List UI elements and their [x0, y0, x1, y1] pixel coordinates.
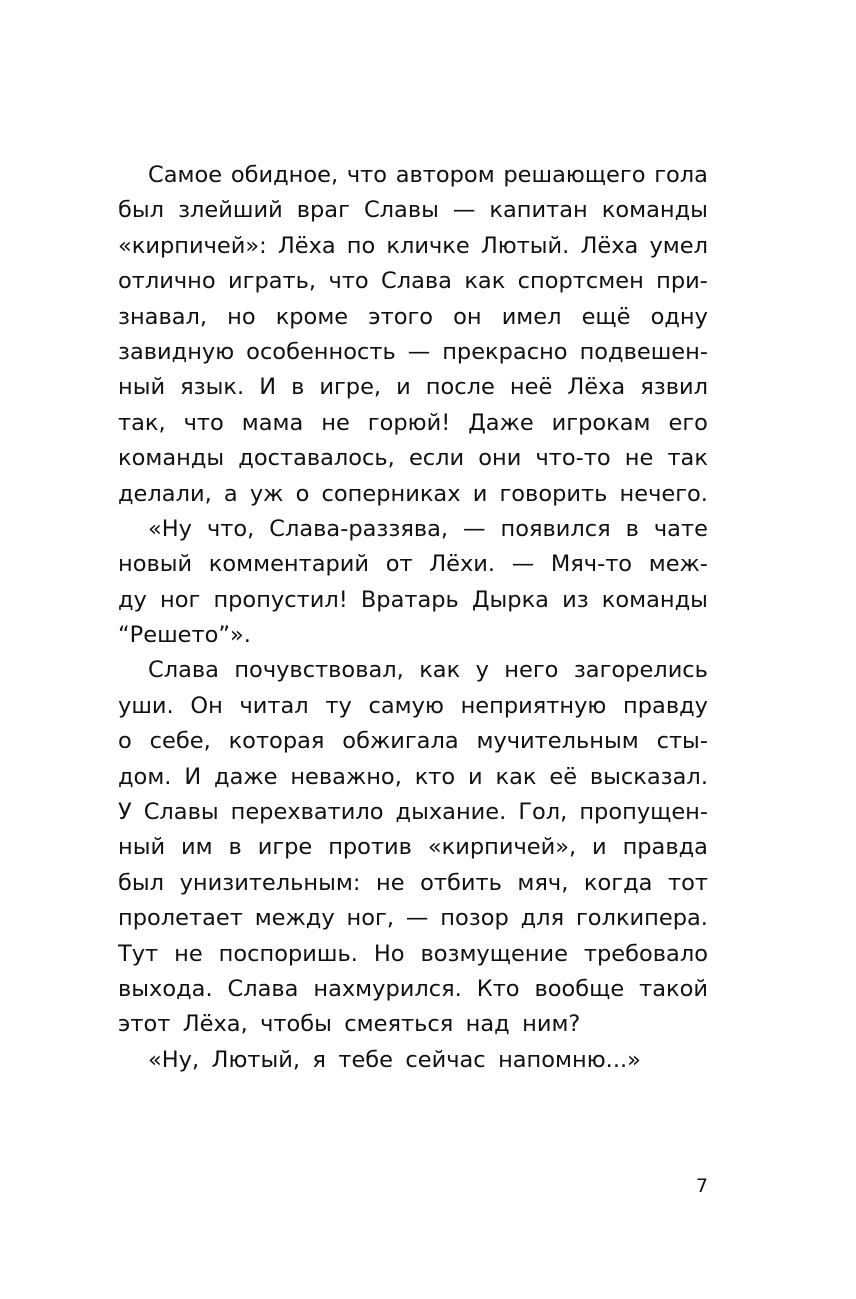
text-line [118, 1043, 708, 1078]
word: кроме [275, 303, 349, 330]
word: его [668, 409, 708, 436]
text-line [118, 901, 708, 936]
text-line [118, 972, 708, 1007]
word: для [520, 905, 565, 932]
text-line [118, 866, 708, 901]
word: сейчас [405, 1046, 486, 1073]
text-line [118, 547, 708, 582]
word: у [475, 657, 489, 684]
word: — [405, 905, 429, 932]
body-text [118, 158, 708, 1078]
word: решающего [503, 162, 646, 188]
word: Славы [363, 197, 439, 224]
word: автором [395, 162, 495, 188]
word: которая [228, 728, 325, 755]
text-line [118, 512, 708, 547]
word: Кто [476, 975, 520, 1002]
word: доставалось, [238, 445, 395, 472]
word: мучительным [476, 728, 639, 755]
word: Он [190, 692, 223, 719]
word: этот [118, 1011, 171, 1038]
word: ног [160, 586, 201, 613]
word: кличке [386, 232, 470, 259]
word: вообще [534, 975, 625, 1002]
word: отбить [420, 869, 502, 896]
word: не [174, 940, 203, 967]
word: уж [249, 480, 284, 507]
word: «Ну [148, 515, 193, 542]
word: им [181, 834, 213, 861]
word: этого [368, 303, 434, 330]
word: ду [118, 586, 147, 613]
word: как [464, 268, 506, 295]
word: Лёха, [182, 1011, 248, 1038]
text-line [118, 689, 708, 724]
word: умел [649, 232, 708, 259]
word: Вратарь [360, 586, 459, 613]
word: так [667, 445, 708, 472]
word: Гол, [518, 799, 568, 826]
word: прекрасно [442, 338, 568, 365]
word: почувствовал, [234, 657, 404, 684]
word: мама [241, 409, 304, 436]
word: против [328, 834, 412, 861]
word: дом. [118, 763, 172, 790]
word: тот [667, 869, 708, 896]
word: голкипера. [575, 905, 708, 932]
word: напомню...» [498, 1046, 641, 1073]
word: правда [622, 834, 708, 861]
word: И [259, 374, 277, 401]
page-number: 7 [695, 1175, 708, 1197]
word: так, [118, 409, 166, 436]
text-line [118, 937, 708, 972]
word: Слава [381, 268, 452, 295]
word: знавал, [118, 303, 208, 330]
word: Лютый. [480, 232, 570, 259]
word: в [228, 834, 242, 861]
word: не [375, 869, 405, 896]
word: а [223, 480, 238, 507]
word: пропущен- [579, 799, 708, 826]
word: в [625, 515, 639, 542]
word: неприятную [460, 692, 607, 719]
word: язык. [180, 374, 245, 401]
word: правду [623, 692, 708, 719]
word: они [478, 445, 522, 472]
word: ещё [581, 303, 631, 330]
word: унизительным: [179, 869, 361, 896]
word: — [452, 197, 476, 224]
word: — [511, 551, 535, 578]
word: обжигала [342, 728, 459, 755]
word: «кирпичей», [427, 834, 577, 861]
word: Лёха [567, 374, 626, 401]
word: Слава [148, 657, 219, 684]
word: ту [325, 692, 352, 719]
word: Лёхи. [429, 551, 496, 578]
word: отлично [118, 268, 216, 295]
text-line [118, 618, 708, 653]
word: ный [118, 374, 166, 401]
word: нечего. [619, 480, 708, 507]
word: игрокам [551, 409, 651, 436]
word: читал [239, 692, 309, 719]
word: И [184, 763, 202, 790]
word: по [346, 232, 376, 259]
word: не [624, 445, 654, 472]
word: уши. [118, 692, 174, 719]
word: что-то [535, 445, 611, 472]
text-line [118, 653, 708, 688]
word: меж- [648, 551, 708, 578]
word: выхода. [118, 975, 213, 1002]
word: нахмурился. [313, 975, 462, 1002]
word: Славы [143, 799, 219, 826]
word: новый [118, 551, 193, 578]
text-line [118, 1007, 708, 1042]
word: от [385, 551, 413, 578]
text-line [118, 795, 708, 830]
word: соперниках [321, 480, 461, 507]
word: тебе [338, 1046, 394, 1073]
word: одну [650, 303, 708, 330]
word: высказал. [589, 763, 708, 790]
text-line [118, 441, 708, 476]
word: дыхание. [395, 799, 507, 826]
word: когда [583, 869, 653, 896]
word: ног, [346, 905, 394, 932]
word: загорелись [573, 657, 708, 684]
word: говорить [499, 480, 608, 507]
word: игре, [319, 374, 382, 401]
word: команды [601, 197, 708, 224]
word: из [562, 586, 589, 613]
word: обидное, [230, 162, 339, 188]
word: “Решето”». [118, 622, 251, 649]
word: имел [501, 303, 562, 330]
word: в [291, 374, 305, 401]
word: гола [654, 162, 708, 188]
word: ним? [522, 1011, 581, 1038]
word: был [118, 869, 165, 896]
word: горюй! [367, 409, 451, 436]
text-line [118, 193, 708, 228]
word: как [419, 657, 461, 684]
word: У [118, 799, 132, 826]
word: неважно, [290, 763, 402, 790]
word: даже [214, 763, 278, 790]
text-line [118, 583, 708, 618]
word: если [408, 445, 465, 472]
word: команды [601, 586, 708, 613]
word: при- [656, 268, 708, 295]
text-line [118, 158, 708, 193]
text-line [118, 477, 708, 512]
word: Даже [468, 409, 534, 436]
word: Мяч-то [550, 551, 633, 578]
word: язвил [640, 374, 708, 401]
text-line [118, 370, 708, 405]
word: Слава-раззява, [269, 515, 449, 542]
word: сты- [656, 728, 708, 755]
word: что, [206, 515, 255, 542]
word: и [592, 834, 607, 861]
word: — [463, 515, 486, 542]
word: мяч, [517, 869, 569, 896]
word: — [407, 338, 431, 365]
word: завидную [118, 338, 235, 365]
word: был [118, 197, 165, 224]
word: над [465, 1011, 510, 1038]
word: чате [653, 515, 708, 542]
word: но [227, 303, 256, 330]
word: перехватило [230, 799, 384, 826]
word: появился [500, 515, 611, 542]
word: капитан [489, 197, 588, 224]
word: и [472, 480, 488, 507]
word: комментарий [208, 551, 370, 578]
word: спортсмен [517, 268, 644, 295]
word: подвешен- [579, 338, 708, 365]
word: игре [257, 834, 313, 861]
word: что [346, 162, 387, 188]
text-line [118, 760, 708, 795]
word: после [425, 374, 495, 401]
word: ный [118, 834, 166, 861]
word: него [504, 657, 559, 684]
text-line [118, 724, 708, 759]
word: себе, [149, 728, 211, 755]
word: Лёха [277, 232, 336, 259]
word: делали, [118, 480, 212, 507]
word: и [468, 763, 483, 790]
word: Самое [148, 162, 223, 188]
text-line [118, 300, 708, 335]
text-line [118, 830, 708, 865]
word: играть, [228, 268, 317, 295]
word: позор [440, 905, 509, 932]
word: пропустил! [213, 586, 348, 613]
word: её [549, 763, 578, 790]
word: требовало [583, 940, 708, 967]
word: «Ну, [148, 1046, 200, 1073]
word: между [254, 905, 335, 932]
word: что [328, 268, 369, 295]
word: самую [368, 692, 444, 719]
word: и [396, 374, 411, 401]
word: не [321, 409, 350, 436]
word: Лютый, [211, 1046, 301, 1073]
word: кто [414, 763, 456, 790]
word: как [495, 763, 537, 790]
word: Лёха [580, 232, 639, 259]
text-line [118, 264, 708, 299]
text-line [118, 229, 708, 264]
text-line [118, 406, 708, 441]
word: смеяться [344, 1011, 454, 1038]
word: команды [118, 445, 225, 472]
word: я [312, 1046, 326, 1073]
word: пролетает [118, 905, 243, 932]
word: Но [373, 940, 405, 967]
word: «кирпичей»: [118, 232, 267, 259]
word: Тут [118, 940, 159, 967]
word: такой [639, 975, 708, 1002]
text-line [118, 335, 708, 370]
word: неё [509, 374, 553, 401]
word: о [118, 728, 132, 755]
word: поспоришь. [218, 940, 358, 967]
word: он [453, 303, 482, 330]
word: о [295, 480, 310, 507]
word: враг [296, 197, 350, 224]
word: что [183, 409, 224, 436]
word: Дырка [471, 586, 549, 613]
word: чтобы [260, 1011, 332, 1038]
word: возмущение [420, 940, 568, 967]
word: Слава [227, 975, 299, 1002]
word: особенность [246, 338, 396, 365]
word: злейший [178, 197, 283, 224]
